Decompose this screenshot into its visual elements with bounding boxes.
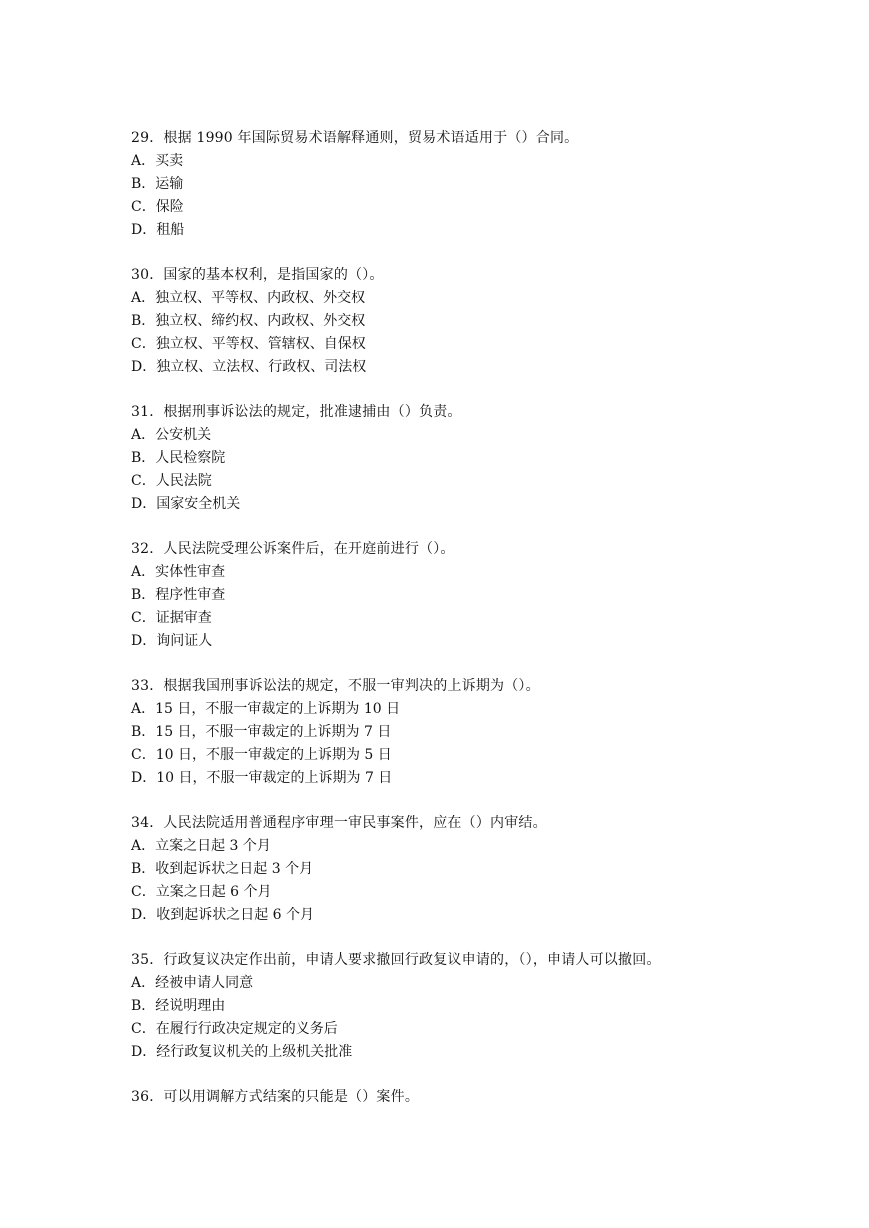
- option-c: C．在履行行政决定规定的义务后: [131, 1021, 338, 1037]
- option-d: D．租船: [131, 222, 185, 238]
- option-c: C．保险: [131, 199, 184, 215]
- option-a: A．公安机关: [131, 427, 212, 443]
- option-a: A．独立权、平等权、内政权、外交权: [131, 290, 366, 306]
- option-a: A．实体性审查: [131, 564, 226, 580]
- question-text: 30．国家的基本权利，是指国家的（）。: [131, 267, 384, 283]
- option-d: D．收到起诉状之日起 6 个月: [131, 907, 315, 923]
- option-b: B．经说明理由: [131, 998, 226, 1014]
- option-d: D．国家安全机关: [131, 496, 241, 512]
- question-text: 33．根据我国刑事诉讼法的规定，不服一审判决的上诉期为（）。: [131, 678, 540, 694]
- option-c: C．人民法院: [131, 473, 212, 489]
- option-b: B．程序性审查: [131, 587, 226, 603]
- question-32: [131, 538, 751, 653]
- option-c: C．立案之日起 6 个月: [131, 884, 272, 900]
- option-c: C．证据审查: [131, 610, 212, 626]
- option-b: B．独立权、缔约权、内政权、外交权: [131, 313, 366, 329]
- option-b: B．15 日，不服一审裁定的上诉期为 7 日: [131, 724, 392, 740]
- option-a: A．经被申请人同意: [131, 975, 254, 991]
- question-text: 32．人民法院受理公诉案件后，在开庭前进行（）。: [131, 541, 455, 557]
- option-d: D．10 日，不服一审裁定的上诉期为 7 日: [131, 770, 393, 786]
- option-b: B．人民检察院: [131, 450, 226, 466]
- option-b: B．收到起诉状之日起 3 个月: [131, 861, 314, 877]
- question-text: 29．根据 1990 年国际贸易术语解释通则，贸易术语适用于（）合同。: [131, 130, 579, 146]
- question-35: [131, 949, 751, 1064]
- question-31: [131, 401, 751, 516]
- option-c: C．独立权、平等权、管辖权、自保权: [131, 336, 366, 352]
- question-text: 31．根据刑事诉讼法的规定，批准逮捕由（）负责。: [131, 404, 462, 420]
- question-text: 35．行政复议决定作出前，申请人要求撤回行政复议申请的，（），申请人可以撤回。: [131, 952, 661, 968]
- option-d: D．经行政复议机关的上级机关批准: [131, 1044, 353, 1060]
- option-c: C．10 日，不服一审裁定的上诉期为 5 日: [131, 747, 392, 763]
- question-text: 34．人民法院适用普通程序审理一审民事案件，应在（）内审结。: [131, 815, 547, 831]
- question-29: [131, 127, 751, 242]
- question-36: [131, 1086, 751, 1109]
- option-a: A．立案之日起 3 个月: [131, 838, 271, 854]
- option-d: D．询问证人: [131, 633, 213, 649]
- option-a: A．买卖: [131, 153, 184, 169]
- question-list: [131, 127, 751, 1131]
- question-text: 36．可以用调解方式结案的只能是（）案件。: [131, 1089, 420, 1105]
- option-a: A．15 日，不服一审裁定的上诉期为 10 日: [131, 701, 401, 717]
- option-d: D．独立权、立法权、行政权、司法权: [131, 359, 367, 375]
- option-b: B．运输: [131, 176, 184, 192]
- question-33: [131, 675, 751, 790]
- question-30: [131, 264, 751, 379]
- question-34: [131, 812, 751, 927]
